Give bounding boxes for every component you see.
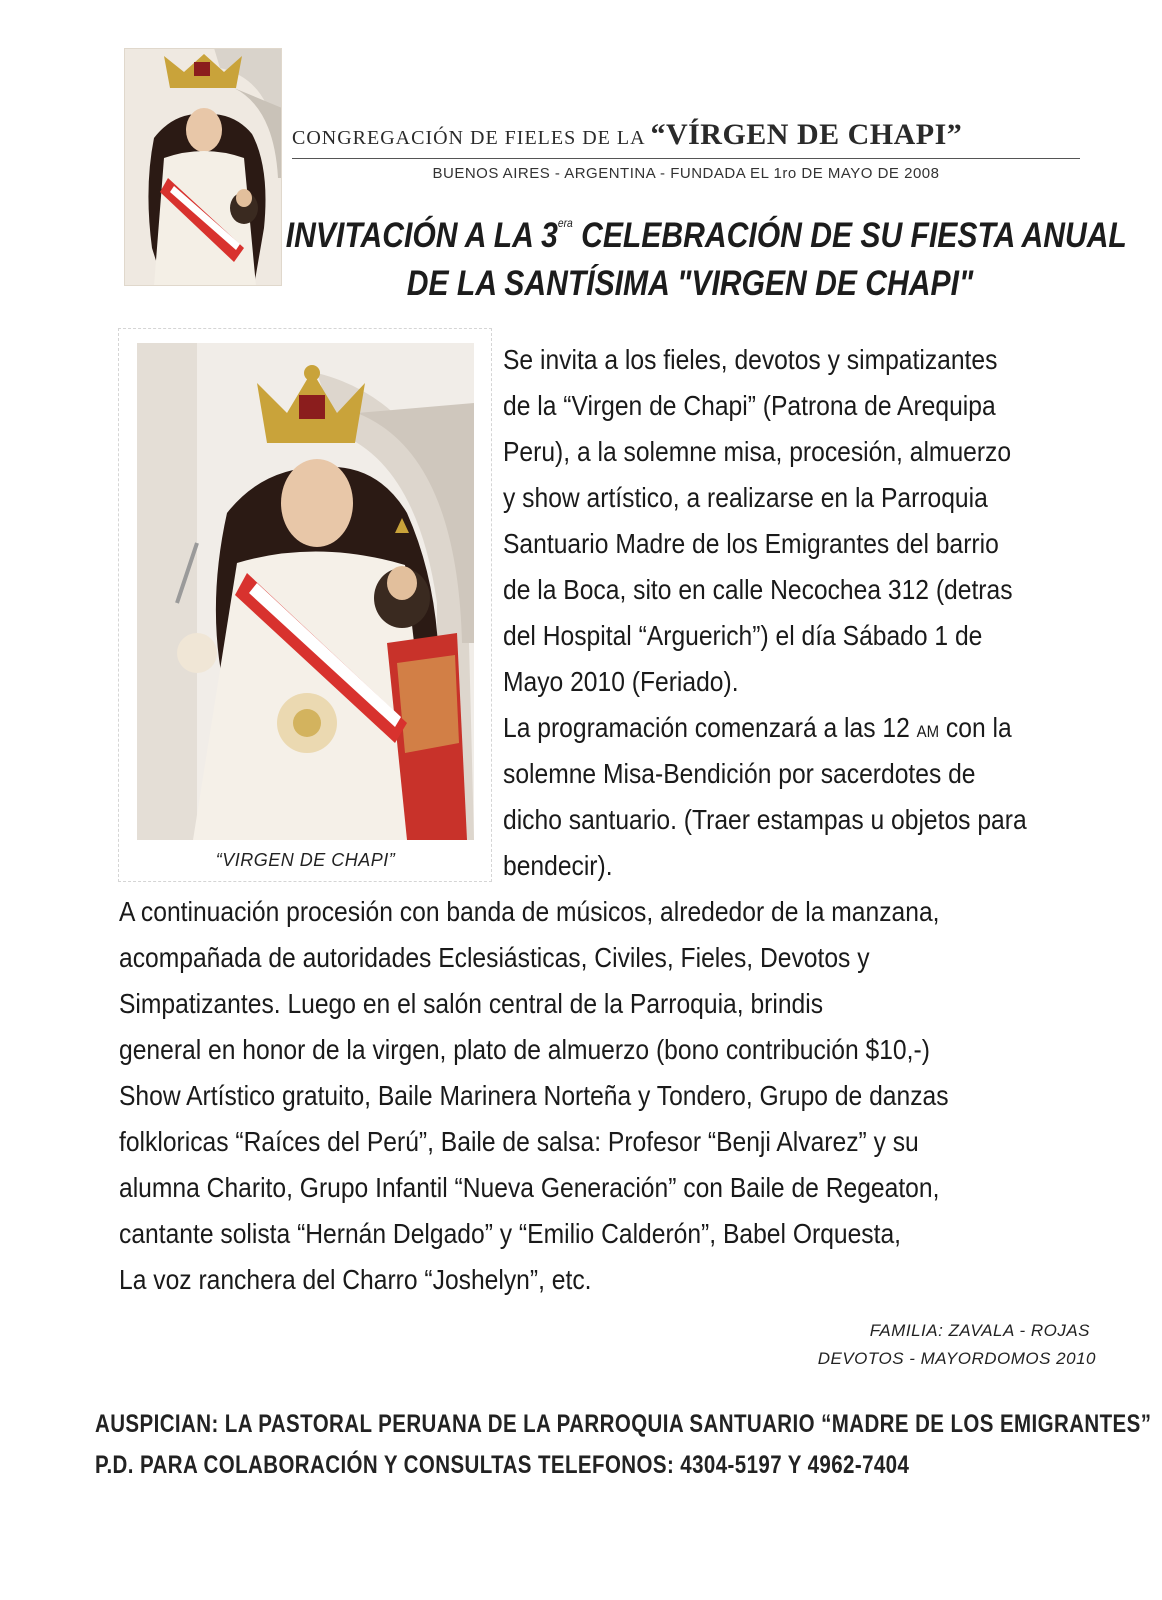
congregation-name: “VÍRGEN DE CHAPI” xyxy=(650,118,963,151)
headline-part: INVITACIÓN A LA 3 xyxy=(285,216,558,255)
footer-sponsors: AUSPICIAN: LA PASTORAL PERUANA DE LA PARROQUIA SANTUARIO “MADRE DE LOS EMIGRANTES” xyxy=(95,1410,1152,1438)
program-text: con la xyxy=(939,712,1012,743)
headline-part: CELEBRACIÓN DE SU FIESTA ANUAL xyxy=(572,216,1127,255)
text-line: Show Artístico gratuito, Baile Marinera Norteña y Tondero, Grupo de danzas xyxy=(119,1080,949,1111)
signature-family: FAMILIA: ZAVALA - ROJAS xyxy=(869,1321,1090,1340)
congregation-prefix: CONGREGACIÓN DE FIELES DE LA xyxy=(292,127,645,149)
text-line: bendecir). xyxy=(503,850,613,881)
text-line: folkloricas “Raíces del Perú”, Baile de salsa: Profesor “Benji Alvarez” y su xyxy=(119,1126,919,1157)
text-line: de la Boca, sito en calle Necochea 312 (detras xyxy=(503,574,1013,605)
text-line: A continuación procesión con banda de músicos, alrededor de la manzana, xyxy=(119,896,940,927)
invitation-text xyxy=(503,337,1027,889)
signature-role: DEVOTOS - MAYORDOMOS 2010 xyxy=(817,1349,1096,1368)
text-line: del Hospital “Arguerich”) el día Sábado 1 de xyxy=(503,620,983,651)
text-line: Mayo 2010 (Feriado). xyxy=(503,666,739,697)
text-line: Simpatizantes. Luego en el salón central de la Parroquia, brindis xyxy=(119,988,824,1019)
text-line: Se invita a los fieles, devotos y simpatizantes xyxy=(503,344,998,375)
text-line: de la “Virgen de Chapi” (Patrona de Arequipa xyxy=(503,390,996,421)
header-statue-image xyxy=(124,48,282,286)
headline-line-1 xyxy=(285,216,1127,256)
program-line xyxy=(503,705,1027,751)
text-line: solemne Misa-Bendición por sacerdotes de xyxy=(503,758,976,789)
footer-contact: P.D. PARA COLABORACIÓN Y CONSULTAS TELEFONOS: 4304-5197 Y 4962-7404 xyxy=(95,1451,910,1479)
founding-subline: BUENOS AIRES - ARGENTINA - FUNDADA EL 1ro DE MAYO DE 2008 xyxy=(432,165,940,182)
text-line: alumna Charito, Grupo Infantil “Nueva Generación” con Baile de Regeaton, xyxy=(119,1172,940,1203)
congregation-title xyxy=(292,118,1082,152)
text-line: cantante solista “Hernán Delgado” y “Emilio Calderón”, Babel Orquesta, xyxy=(119,1218,902,1249)
photo-caption: “VIRGEN DE CHAPI” xyxy=(215,850,396,870)
text-line: Santuario Madre de los Emigrantes del barrio xyxy=(503,528,999,559)
program-text: La programación comenzará a las 12 xyxy=(503,712,917,743)
am-label: AM xyxy=(916,722,940,741)
text-line: dicho santuario. (Traer estampas u objetos para xyxy=(503,804,1027,835)
header-divider xyxy=(292,158,1080,159)
text-line: La voz ranchera del Charro “Joshelyn”, etc. xyxy=(119,1264,592,1295)
text-line: acompañada de autoridades Eclesiásticas, Civiles, Fieles, Devotos y xyxy=(119,942,870,973)
text-line: y show artístico, a realizarse en la Parroquia xyxy=(503,482,988,513)
virgin-photo xyxy=(137,343,474,840)
text-line: Peru), a la solemne misa, procesión, almuerzo xyxy=(503,436,1012,467)
headline-superscript: era xyxy=(557,216,573,230)
headline-line-2: DE LA SANTÍSIMA "VIRGEN DE CHAPI" xyxy=(406,264,974,303)
continuation-text xyxy=(119,889,949,1303)
text-line: general en honor de la virgen, plato de almuerzo (bono contribución $10,-) xyxy=(119,1034,930,1065)
